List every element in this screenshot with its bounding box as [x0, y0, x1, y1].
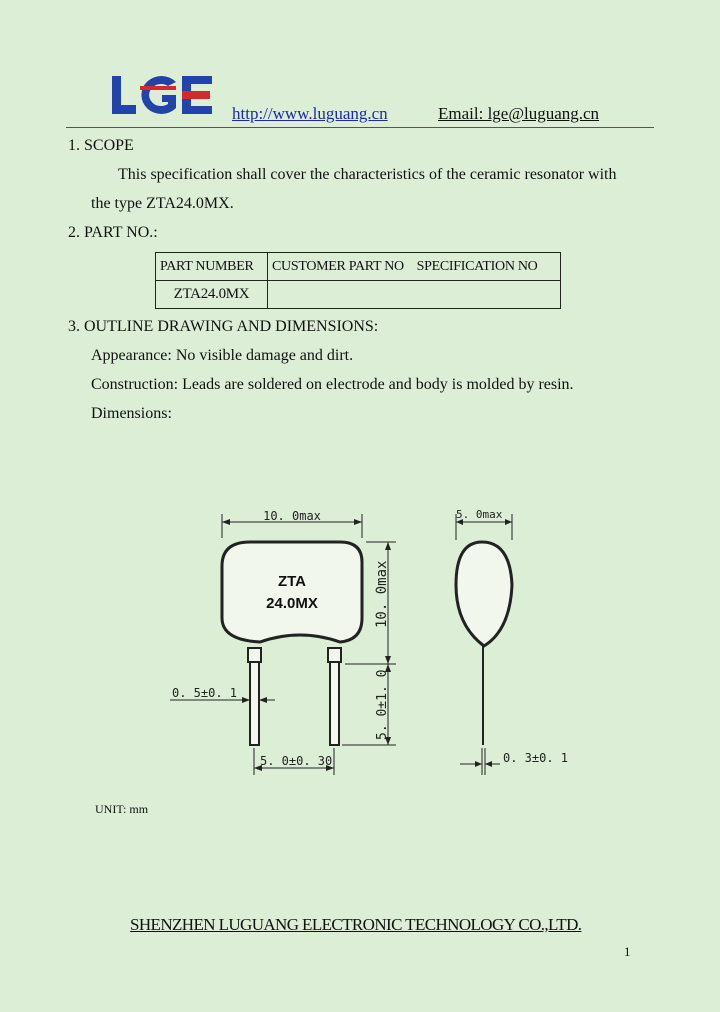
lead-left	[250, 650, 259, 745]
part-number-table	[155, 252, 561, 309]
resonator-body-front	[222, 542, 362, 642]
customer-part-header: CUSTOMER PART NO	[272, 258, 404, 274]
email-link[interactable]: Email: lge@luguang.cn	[438, 104, 600, 123]
pitch-dimension: 5. 0±0. 30	[260, 754, 333, 768]
scope-text-line2: the type ZTA24.0MX.	[91, 195, 234, 212]
customer-part-cell	[268, 281, 561, 309]
unit-note: UNIT: mm	[95, 802, 149, 816]
table-header-row	[156, 253, 561, 281]
lead-width-dimension: 0. 5±0. 1	[172, 686, 238, 700]
spec-no-header: SPECIFICATION NO	[416, 258, 538, 274]
lead-right	[330, 650, 339, 745]
table-header-cell: PART NUMBER	[156, 253, 268, 281]
dimensions-label: Dimensions:	[91, 405, 172, 422]
body-label-line1: ZTA	[277, 573, 307, 590]
part-no-heading: 2. PART NO.:	[68, 224, 158, 241]
lead-length-dimension: 5. 0±1. 0	[375, 669, 390, 740]
website-link[interactable]: http://www.luguang.cn	[232, 104, 388, 123]
company-name: SHENZHEN LUGUANG ELECTRONIC TECHNOLOGY CO.,LTD.	[130, 915, 582, 934]
table-header-cell	[268, 253, 561, 281]
scope-heading: 1. SCOPE	[68, 137, 134, 154]
part-number-cell: ZTA24.0MX	[156, 281, 268, 309]
body-label-line2: 24.0MX	[266, 595, 318, 612]
outline-drawing	[150, 500, 580, 780]
width-dimension: 10. 0max	[263, 509, 321, 523]
lead-thickness-dimension: 0. 3±0. 1	[503, 751, 569, 765]
header-divider	[66, 127, 654, 128]
construction-text: Construction: Leads are soldered on electrode and body is molded by resin.	[91, 376, 574, 393]
scope-text-line1: This specification shall cover the characteristics of the ceramic resonator with	[118, 166, 617, 183]
height-dimension: 10. 0max	[374, 560, 390, 628]
table-row	[156, 281, 561, 309]
thickness-dimension: 5. 0max	[456, 508, 503, 521]
outline-heading: 3. OUTLINE DRAWING AND DIMENSIONS:	[68, 318, 379, 335]
lge-logo	[110, 74, 214, 116]
page-number: 1	[624, 944, 631, 959]
resonator-body-side	[456, 542, 512, 646]
appearance-text: Appearance: No visible damage and dirt.	[91, 347, 354, 364]
